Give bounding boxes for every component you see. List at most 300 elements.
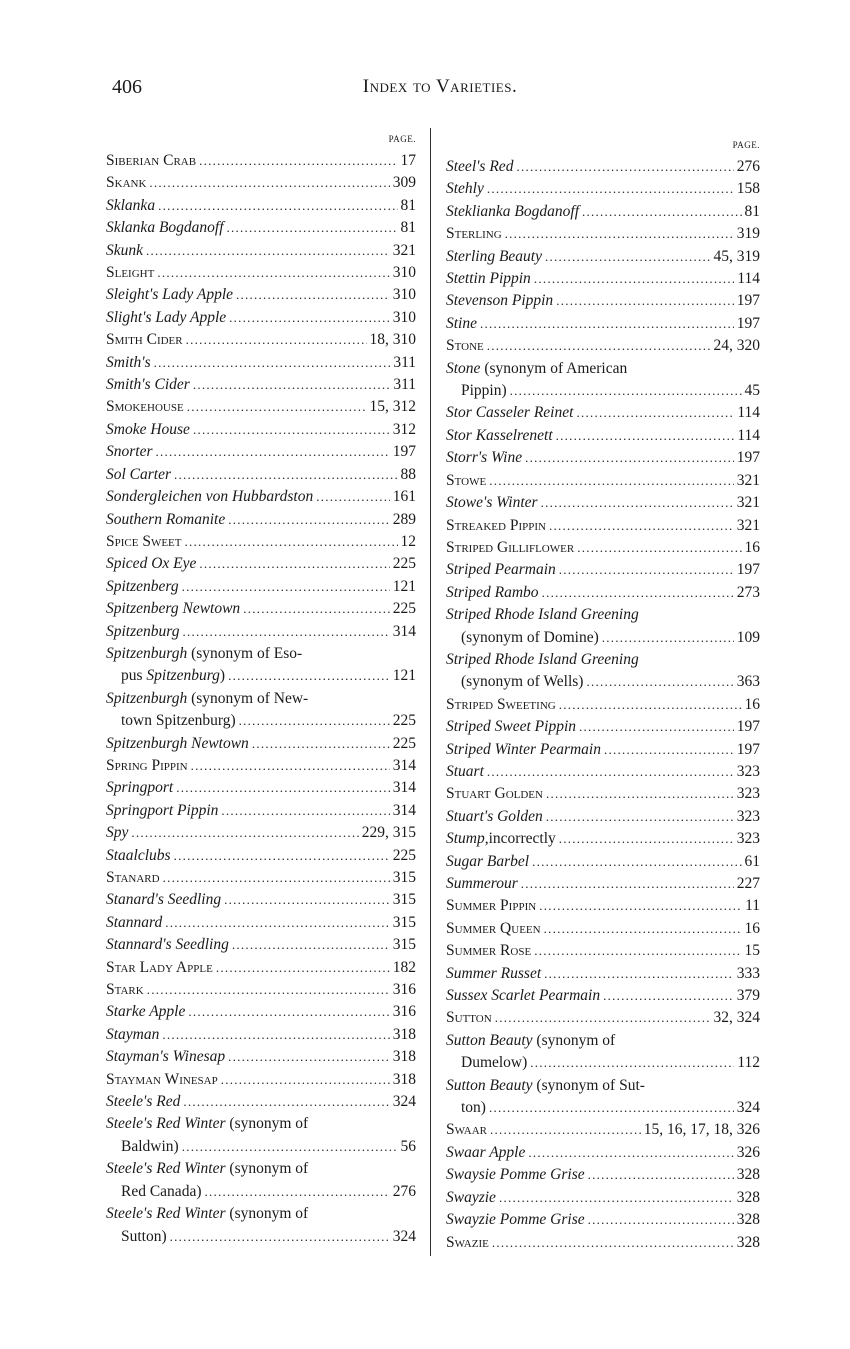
dot-leader xyxy=(162,1024,389,1046)
entry-first-line xyxy=(446,649,760,671)
entry-continuation xyxy=(121,710,236,732)
page-reference: 15 xyxy=(744,942,760,960)
index-entry xyxy=(446,716,760,738)
index-entry xyxy=(446,694,760,716)
index-entry xyxy=(446,1232,760,1254)
continuation-text: (synonym of Wells) xyxy=(461,673,584,691)
dot-leader xyxy=(131,822,358,844)
entry-continuation xyxy=(121,665,225,687)
entry-second-line xyxy=(106,1226,416,1248)
page-reference: 24, 320 xyxy=(713,337,760,355)
entry-note: (synonym of American xyxy=(480,359,628,377)
entry-second-line xyxy=(446,671,760,693)
index-entry xyxy=(106,464,416,486)
variety-name: Smith's Cider xyxy=(106,376,190,394)
dot-leader xyxy=(534,940,741,962)
index-entry xyxy=(106,979,416,1001)
entry-note: (synonym of New- xyxy=(187,689,309,707)
variety-name: Springport Pippin xyxy=(106,801,219,819)
page-reference: 197 xyxy=(736,561,760,579)
dot-leader xyxy=(228,665,390,687)
dot-leader xyxy=(542,582,734,604)
dot-leader xyxy=(158,195,397,217)
index-entry xyxy=(446,739,760,761)
page-reference: 225 xyxy=(392,846,416,864)
variety-name: Smokehouse xyxy=(106,398,184,416)
page-reference: 61 xyxy=(744,852,760,870)
entry-continuation xyxy=(461,1052,527,1074)
index-entry xyxy=(446,828,760,850)
page-reference: 276 xyxy=(736,158,760,175)
variety-name: Summer Pippin xyxy=(446,897,537,915)
continuation-italic: Spitzenburg xyxy=(146,667,220,685)
dot-leader xyxy=(549,515,734,537)
page-reference: 314 xyxy=(392,779,416,797)
continuation-text: ton) xyxy=(461,1099,486,1117)
page-reference: 227 xyxy=(736,875,760,892)
dot-leader xyxy=(604,739,734,761)
variety-name: Striped Rambo xyxy=(446,583,539,601)
entry-continuation xyxy=(461,671,583,693)
index-entry xyxy=(106,150,416,172)
continuation-text: (synonym of Domine) xyxy=(461,628,599,646)
dot-leader xyxy=(510,380,742,402)
page-reference: 324 xyxy=(392,1093,416,1111)
variety-name: Smoke House xyxy=(106,420,190,438)
variety-name: Stannard xyxy=(106,913,163,931)
index-entry xyxy=(446,1030,760,1075)
dot-leader xyxy=(577,537,741,559)
dot-leader xyxy=(191,755,390,777)
entry-continuation xyxy=(121,1226,167,1248)
dot-leader xyxy=(582,201,741,223)
index-entry xyxy=(106,307,416,329)
page-reference: 17 xyxy=(400,152,416,169)
variety-name: Sklanka Bogdanoff xyxy=(106,219,224,237)
entry-second-line xyxy=(106,665,416,687)
variety-name: Spitzenburgh xyxy=(106,644,188,662)
page-reference: 88 xyxy=(400,465,416,483)
dot-leader xyxy=(525,447,734,469)
index-entry xyxy=(446,313,760,335)
page-reference: 363 xyxy=(736,673,760,691)
dot-leader xyxy=(183,1091,389,1113)
variety-name: Stanard's Seedling xyxy=(106,891,222,909)
variety-name: Summer Queen xyxy=(446,919,541,937)
dot-leader xyxy=(239,710,390,732)
page-reference: 328 xyxy=(736,1166,760,1184)
variety-name: Star Lady Apple xyxy=(106,958,213,976)
index-entry xyxy=(106,1046,416,1068)
dot-leader xyxy=(147,979,390,1001)
page-reference: 15, 312 xyxy=(369,398,416,416)
page-number: 406 xyxy=(112,76,142,98)
page-reference: 15, 16, 17, 18, 326 xyxy=(643,1121,760,1139)
index-entry xyxy=(446,851,760,873)
variety-name: Sol Carter xyxy=(106,465,172,483)
index-entry xyxy=(106,777,416,799)
index-entry xyxy=(106,240,416,262)
page-reference: 315 xyxy=(392,869,416,886)
dot-leader xyxy=(487,178,734,200)
page-reference: 310 xyxy=(392,286,416,304)
page-reference: 121 xyxy=(392,577,416,595)
entry-note: (synonym of xyxy=(225,1160,309,1178)
index-entry xyxy=(446,1187,760,1209)
variety-name: Swaar Apple xyxy=(446,1143,526,1161)
entry-note: incorrectly xyxy=(488,830,556,848)
index-entry xyxy=(106,441,416,463)
column-divider xyxy=(430,128,431,1256)
variety-name: Stor Kasselrenett xyxy=(446,426,553,444)
variety-name: Stone xyxy=(446,359,481,377)
dot-leader xyxy=(224,889,390,911)
page-reference: 321 xyxy=(736,494,760,512)
variety-name: Sutton xyxy=(446,1009,492,1027)
entry-first-line xyxy=(106,1113,416,1135)
index-entry xyxy=(106,1203,416,1248)
page-reference: 229, 315 xyxy=(361,824,416,842)
page-column-heading: PAGE. xyxy=(732,140,760,150)
page-reference: 225 xyxy=(392,555,416,573)
index-entry xyxy=(106,643,416,688)
index-entry xyxy=(106,195,416,217)
variety-name: Staalclubs xyxy=(106,846,171,864)
index-entry xyxy=(106,509,416,531)
entry-note: (synonym of xyxy=(225,1115,309,1133)
variety-name: Stowe's Winter xyxy=(446,494,538,512)
dot-leader xyxy=(602,627,734,649)
entry-continuation xyxy=(121,1136,179,1158)
dot-leader xyxy=(188,1001,389,1023)
index-entry xyxy=(446,492,760,514)
dot-leader xyxy=(516,156,733,178)
page-reference: 16 xyxy=(744,538,760,556)
dot-leader xyxy=(170,1226,390,1248)
index-entry xyxy=(446,470,760,492)
page-reference: 81 xyxy=(744,202,760,220)
variety-name: Siberian Crab xyxy=(106,152,197,169)
index-entry xyxy=(446,201,760,223)
index-entry xyxy=(106,1091,416,1113)
index-entry xyxy=(446,1142,760,1164)
dot-leader xyxy=(586,671,733,693)
page-reference: 56 xyxy=(400,1137,416,1155)
entry-note: (synonym of xyxy=(532,1031,616,1049)
index-entry xyxy=(106,800,416,822)
dot-leader xyxy=(559,828,734,850)
dot-leader xyxy=(154,352,391,374)
variety-name: Stanard xyxy=(106,869,160,886)
entry-note: (synonym of Eso- xyxy=(187,644,303,662)
page-reference: 326 xyxy=(736,1143,760,1161)
index-entry xyxy=(446,358,760,403)
continuation-text: Pippin) xyxy=(461,382,507,400)
index-entry xyxy=(106,1158,416,1203)
dot-leader xyxy=(499,1187,734,1209)
variety-name: Summer Russet xyxy=(446,964,542,982)
dot-leader xyxy=(528,1142,733,1164)
dot-leader xyxy=(204,1181,389,1203)
index-entry xyxy=(106,396,416,418)
variety-name: Smith Cider xyxy=(106,331,183,349)
page-reference: 328 xyxy=(736,1211,760,1229)
variety-name: Stor Casseler Reinet xyxy=(446,404,574,422)
page-reference: 318 xyxy=(392,1025,416,1043)
page-reference: 314 xyxy=(392,801,416,819)
entry-first-line xyxy=(106,643,416,665)
variety-name: Steele's Red xyxy=(106,1093,181,1111)
index-entry xyxy=(446,985,760,1007)
variety-name: Spitzenburgh xyxy=(106,689,188,707)
variety-name: Stettin Pippin xyxy=(446,270,531,288)
variety-name: Summer Rose xyxy=(446,942,532,960)
variety-name: Steklianka Bogdanoff xyxy=(446,202,580,220)
dot-leader xyxy=(187,396,367,418)
variety-name: Stowe xyxy=(446,471,487,489)
index-entry xyxy=(106,419,416,441)
variety-name: Swaar xyxy=(446,1121,488,1139)
variety-name: Springport xyxy=(106,779,174,797)
variety-name: Stine xyxy=(446,314,477,332)
index-entry xyxy=(446,335,760,357)
index-entry xyxy=(446,940,760,962)
variety-name: Sutton Beauty xyxy=(446,1031,533,1049)
dot-leader xyxy=(165,912,389,934)
dot-leader xyxy=(182,621,389,643)
index-entry xyxy=(106,329,416,351)
dot-leader xyxy=(579,716,734,738)
page-reference: 316 xyxy=(392,1003,416,1021)
index-entry xyxy=(446,761,760,783)
dot-leader xyxy=(603,985,734,1007)
entry-note: (synonym of xyxy=(225,1205,309,1223)
entry-second-line xyxy=(106,710,416,732)
variety-name: Snorter xyxy=(106,443,153,461)
page-reference: 273 xyxy=(736,583,760,601)
page-reference: 316 xyxy=(392,981,416,999)
dot-leader xyxy=(546,806,734,828)
dot-leader xyxy=(146,240,390,262)
page-reference: 323 xyxy=(736,807,760,825)
index-entry xyxy=(106,845,416,867)
index-entry xyxy=(106,374,416,396)
dot-leader xyxy=(556,425,735,447)
index-entry xyxy=(106,621,416,643)
dot-leader xyxy=(588,1209,734,1231)
dot-leader xyxy=(556,290,734,312)
entry-second-line xyxy=(446,1052,760,1074)
variety-name: Striped Pearmain xyxy=(446,561,556,579)
index-entry xyxy=(106,352,416,374)
index-entry xyxy=(106,598,416,620)
index-entry xyxy=(106,889,416,911)
variety-name: Striped Rhode Island Greening xyxy=(446,650,639,668)
index-entry xyxy=(446,537,760,559)
page-reference: 81 xyxy=(400,196,416,214)
page-reference: 323 xyxy=(736,830,760,848)
dot-leader xyxy=(149,172,389,194)
page-reference: 314 xyxy=(392,622,416,640)
index-entry xyxy=(446,604,760,649)
page-reference: 114 xyxy=(737,404,760,422)
variety-name: Starke Apple xyxy=(106,1003,186,1021)
dot-leader xyxy=(199,150,397,172)
page-reference: 276 xyxy=(392,1182,416,1200)
variety-name: Stevenson Pippin xyxy=(446,292,554,310)
variety-name: Sussex Scarlet Pearmain xyxy=(446,987,601,1005)
index-entry xyxy=(106,531,416,553)
variety-name: Steele's Red Winter xyxy=(106,1160,226,1178)
entry-first-line xyxy=(446,604,760,626)
dot-leader xyxy=(534,268,735,290)
continuation-text: town Spitzenburg) xyxy=(121,712,236,730)
page-reference: 318 xyxy=(392,1070,416,1088)
index-entry xyxy=(446,425,760,447)
page-reference: 312 xyxy=(392,420,416,438)
dot-leader xyxy=(199,553,389,575)
entry-second-line xyxy=(106,1136,416,1158)
dot-leader xyxy=(539,895,742,917)
variety-name: Striped Winter Pearmain xyxy=(446,740,601,758)
page-header xyxy=(0,76,850,106)
dot-leader xyxy=(490,1119,641,1141)
variety-name: Stehly xyxy=(446,180,484,198)
page-reference: 197 xyxy=(392,443,416,461)
variety-name: Swayzie xyxy=(446,1188,496,1206)
variety-name: Sklanka xyxy=(106,196,156,214)
index-entry xyxy=(106,1069,416,1091)
dot-leader xyxy=(227,217,398,239)
page-reference: 324 xyxy=(392,1227,416,1245)
index-entry xyxy=(446,1119,760,1141)
index-entry xyxy=(446,1164,760,1186)
page-column-heading: PAGE. xyxy=(388,134,416,144)
variety-name: Spring Pippin xyxy=(106,756,188,774)
entry-continuation xyxy=(461,627,599,649)
page-reference: 324 xyxy=(736,1099,760,1117)
page-reference: 310 xyxy=(392,308,416,326)
dot-leader xyxy=(532,851,741,873)
dot-leader xyxy=(541,492,734,514)
index-entry xyxy=(446,178,760,200)
variety-name: Swayzie Pomme Grise xyxy=(446,1211,585,1229)
index-entry xyxy=(106,1001,416,1023)
variety-name: Sterling xyxy=(446,225,502,243)
index-entry xyxy=(106,553,416,575)
dot-leader xyxy=(228,1046,390,1068)
page-reference: 225 xyxy=(392,734,416,752)
page-reference: 158 xyxy=(736,180,760,198)
index-entry xyxy=(106,217,416,239)
page-reference: 289 xyxy=(392,510,416,528)
variety-name: Striped Sweeting xyxy=(446,695,556,713)
index-entry xyxy=(446,223,760,245)
index-entry xyxy=(106,262,416,284)
dot-leader xyxy=(545,246,711,268)
page-reference: 81 xyxy=(400,219,416,237)
index-entry xyxy=(446,1007,760,1029)
page-reference: 225 xyxy=(392,600,416,618)
variety-name: Streaked Pippin xyxy=(446,516,546,534)
dot-leader xyxy=(544,918,742,940)
variety-name: Stayman xyxy=(106,1025,160,1043)
page-reference: 12 xyxy=(400,532,416,550)
continuation-text: Dumelow) xyxy=(461,1054,528,1072)
page-reference: 321 xyxy=(736,471,760,489)
index-entry xyxy=(446,447,760,469)
page-reference: 18, 310 xyxy=(369,331,416,349)
continuation-text: Red Canada) xyxy=(121,1182,202,1200)
dot-leader xyxy=(236,284,390,306)
variety-name: Stuart xyxy=(446,762,484,780)
index-entry xyxy=(106,733,416,755)
variety-name: Spy xyxy=(106,824,129,842)
index-entry xyxy=(106,172,416,194)
index-entry xyxy=(106,957,416,979)
entry-note: (synonym of Sut- xyxy=(532,1076,645,1094)
index-entry xyxy=(106,284,416,306)
page-reference: 328 xyxy=(736,1188,760,1206)
variety-name: Stannard's Seedling xyxy=(106,936,229,954)
dot-leader xyxy=(193,374,390,396)
variety-name: Sondergleichen von Hubbardston xyxy=(106,488,314,506)
page-reference: 161 xyxy=(392,488,416,506)
index-entry xyxy=(446,515,760,537)
dot-leader xyxy=(492,1232,734,1254)
variety-name: Smith's xyxy=(106,353,151,371)
continuation-text: ) xyxy=(219,667,226,685)
dot-leader xyxy=(505,223,734,245)
page-reference: 315 xyxy=(392,936,416,954)
index-entry xyxy=(446,649,760,694)
page-reference: 323 xyxy=(736,762,760,780)
page-reference: 16 xyxy=(744,695,760,713)
variety-name: Skunk xyxy=(106,241,144,259)
dot-leader xyxy=(176,777,390,799)
index-entry xyxy=(446,156,760,178)
dot-leader xyxy=(221,1069,390,1091)
variety-name: Stone xyxy=(446,337,484,355)
index-entry xyxy=(106,912,416,934)
entry-second-line xyxy=(446,380,760,402)
variety-name: Sutton Beauty xyxy=(446,1076,533,1094)
page-reference: 197 xyxy=(736,718,760,736)
page-reference: 310 xyxy=(392,264,416,282)
page-reference: 311 xyxy=(393,353,416,371)
page-reference: 323 xyxy=(736,785,760,803)
dot-leader xyxy=(480,313,734,335)
dot-leader xyxy=(182,576,390,598)
variety-name: Stuart Golden xyxy=(446,785,543,803)
variety-name: Striped Gilliflower xyxy=(446,538,575,556)
dot-leader xyxy=(185,531,398,553)
page-reference: 311 xyxy=(393,376,416,394)
dot-leader xyxy=(229,307,390,329)
index-entry xyxy=(446,1209,760,1231)
dot-leader xyxy=(221,800,389,822)
page-reference: 112 xyxy=(737,1054,760,1072)
page-reference: 314 xyxy=(392,756,416,774)
index-entry xyxy=(446,873,760,895)
index-entry xyxy=(106,755,416,777)
variety-name: Steel's Red xyxy=(446,158,514,175)
page-reference: 315 xyxy=(392,913,416,931)
variety-name: Spitzenberg Newtown xyxy=(106,600,241,618)
continuation-text: Sutton) xyxy=(121,1227,167,1245)
index-entry xyxy=(106,486,416,508)
index-column-left xyxy=(106,132,416,1248)
